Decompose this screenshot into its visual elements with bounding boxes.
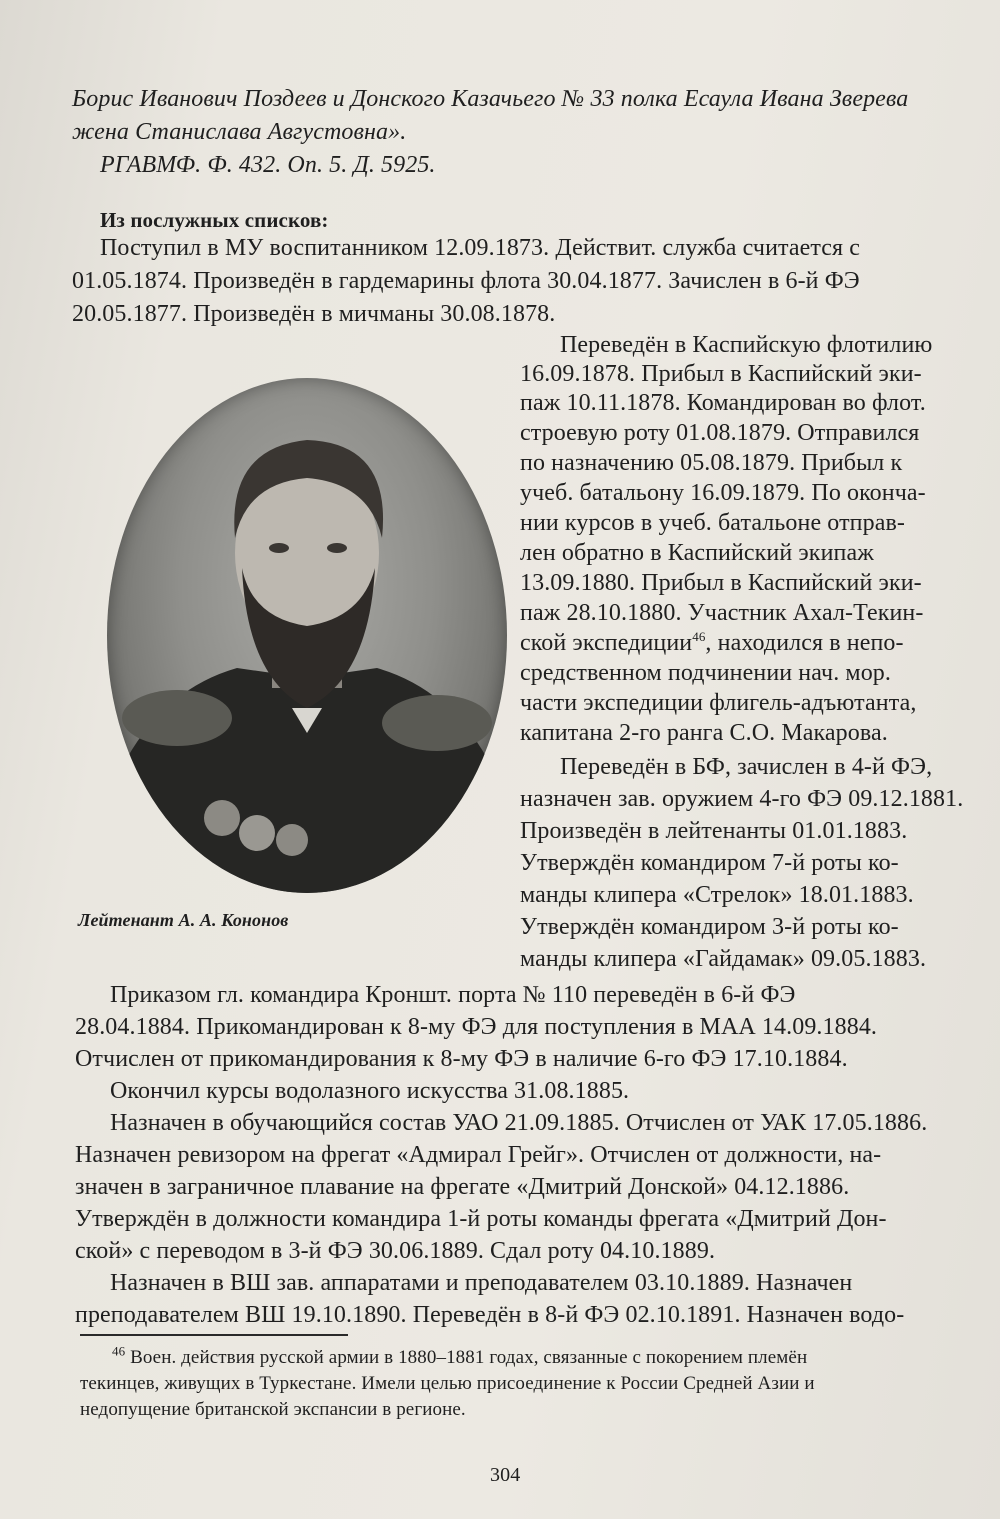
lower-line-4: Окончил курсы водолазного искусства 31.08.1885. bbox=[110, 1078, 630, 1104]
right-line-7: нии курсов в учеб. батальоне отправ- bbox=[520, 510, 905, 536]
right-line-3: паж 10.11.1878. Командирован во флот. bbox=[520, 390, 926, 416]
right-line-21: манды клипера «Гайдамак» 09.05.1883. bbox=[520, 946, 927, 972]
right-line-19: манды клипера «Стрелок» 18.01.1883. bbox=[520, 882, 914, 908]
right-line-11 bbox=[520, 628, 904, 658]
right-line-9: 13.09.1880. Прибыл в Каспийский эки- bbox=[520, 570, 922, 596]
lower-line-8: Утверждён в должности командира 1-й роты команды фрегата «Дмитрий Дон- bbox=[75, 1206, 887, 1232]
intro-line-1: Борис Иванович Поздеев и Донского Казачьего № 33 полка Есаула Ивана Зверева bbox=[72, 86, 909, 112]
body-line-3: 20.05.1877. Произведён в мичманы 30.08.1878. bbox=[72, 301, 556, 327]
right-line-1: Переведён в Каспийскую флотилию bbox=[560, 332, 933, 358]
footnote-line-1 bbox=[112, 1343, 808, 1370]
right-line-10: паж 28.10.1880. Участник Ахал-Текин- bbox=[520, 600, 924, 626]
body-line-1: Поступил в МУ воспитанником 12.09.1873. Действит. служба считается с bbox=[100, 235, 861, 261]
footnote-line-3: недопущение британской экспансии в регионе. bbox=[80, 1399, 466, 1420]
portrait-photo bbox=[107, 378, 507, 893]
portrait-figure-icon bbox=[107, 378, 507, 893]
lower-line-5: Назначен в обучающийся состав УАО 21.09.1885. Отчислен от УАК 17.05.1886. bbox=[110, 1110, 928, 1136]
right-line-20: Утверждён командиром 3-й роты ко- bbox=[520, 914, 899, 940]
lower-line-1: Приказом гл. командира Кроншт. порта № 110 переведён в 6-й ФЭ bbox=[110, 982, 796, 1008]
lower-line-3: Отчислен от прикомандирования к 8-му ФЭ в наличие 6-го ФЭ 17.10.1884. bbox=[75, 1046, 848, 1072]
footnote-line-2: текинцев, живущих в Туркестане. Имели целью присоединение к России Средней Азии и bbox=[80, 1373, 815, 1394]
right-line-2: 16.09.1878. Прибыл в Каспийский эки- bbox=[520, 361, 922, 387]
section-title: Из послужных списков: bbox=[100, 208, 329, 232]
lower-line-11: преподавателем ВШ 19.10.1890. Переведён в 8-й ФЭ 02.10.1891. Назначен водо- bbox=[75, 1302, 905, 1328]
expedition-text-cont: , находился в непо- bbox=[705, 630, 904, 656]
archive-reference: РГАВМФ. Ф. 432. Оп. 5. Д. 5925. bbox=[100, 152, 436, 178]
page-number: 304 bbox=[490, 1464, 521, 1486]
right-line-8: лен обратно в Каспийский экипаж bbox=[520, 540, 874, 566]
footnote-number: 46 bbox=[112, 1343, 126, 1359]
right-line-16: назначен зав. оружием 4-го ФЭ 09.12.1881. bbox=[520, 786, 964, 812]
footnote-text-1: Воен. действия русской армии в 1880–1881 годах, связанные с покорением племён bbox=[130, 1347, 808, 1368]
lower-line-10: Назначен в ВШ зав. аппаратами и преподавателем 03.10.1889. Назначен bbox=[110, 1270, 853, 1296]
right-line-18: Утверждён командиром 7-й роты ко- bbox=[520, 850, 899, 876]
footnote-separator bbox=[80, 1334, 348, 1336]
intro-line-2: жена Станислава Августовна». bbox=[72, 119, 407, 145]
right-line-4: строевую роту 01.08.1879. Отправился bbox=[520, 420, 920, 446]
right-line-14: капитана 2-го ранга С.О. Макарова. bbox=[520, 720, 888, 746]
lower-line-9: ской» с переводом в 3-й ФЭ 30.06.1889. Сдал роту 04.10.1889. bbox=[75, 1238, 716, 1264]
right-line-12: средственном подчинении нач. мор. bbox=[520, 660, 891, 686]
right-line-15: Переведён в БФ, зачислен в 4-й ФЭ, bbox=[560, 754, 933, 780]
lower-line-6: Назначен ревизором на фрегат «Адмирал Грейг». Отчислен от должности, на- bbox=[75, 1142, 882, 1168]
right-line-13: части экспедиции флигель-адъютанта, bbox=[520, 690, 917, 716]
lower-line-2: 28.04.1884. Прикомандирован к 8-му ФЭ для поступления в МАА 14.09.1884. bbox=[75, 1014, 878, 1040]
lower-line-7: значен в заграничное плавание на фрегате «Дмитрий Донской» 04.12.1886. bbox=[75, 1174, 850, 1200]
expedition-text: ской экспедиции bbox=[520, 630, 693, 656]
footnote-ref: 46 bbox=[692, 629, 706, 644]
right-line-6: учеб. батальону 16.09.1879. По оконча- bbox=[520, 480, 926, 506]
right-line-17: Произведён в лейтенанты 01.01.1883. bbox=[520, 818, 908, 844]
right-line-5: по назначению 05.08.1879. Прибыл к bbox=[520, 450, 903, 476]
body-line-2: 01.05.1874. Произведён в гардемарины флота 30.04.1877. Зачислен в 6-й ФЭ bbox=[72, 268, 860, 294]
photo-caption: Лейтенант А. А. Кононов bbox=[78, 910, 289, 930]
